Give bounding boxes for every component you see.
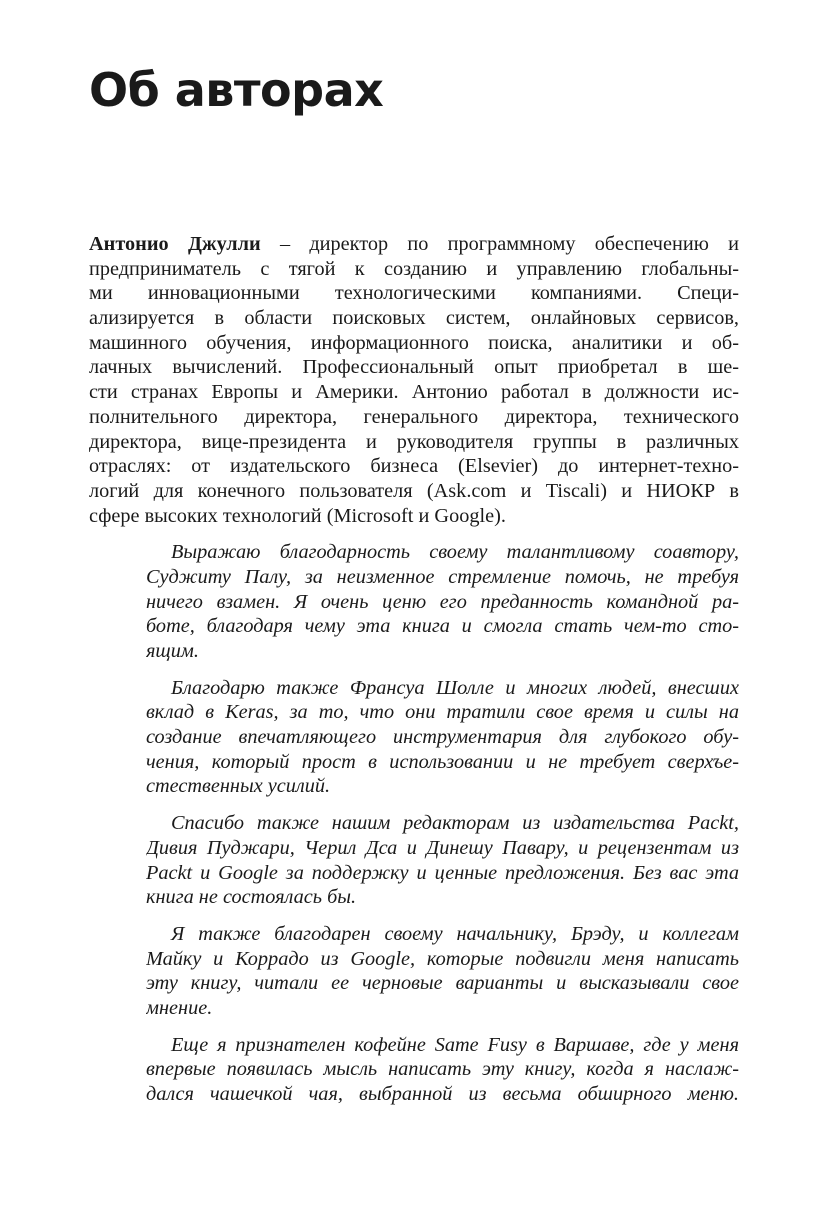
ack-line: Еще я признателен кофейне Same Fusy в Варшаве, где у меня: [171, 1033, 739, 1056]
ack-line: создание впечатляющего инструментария для глубокого обу-: [146, 726, 739, 749]
ack-line: впервые появилась мысль написать эту книгу, когда я наслаж-: [146, 1058, 739, 1081]
ack-line: ничего взамен. Я очень ценю его преданность командной ра-: [146, 590, 739, 613]
acknowledgement-paragraph: [146, 1033, 739, 1107]
bio-line: сти странах Европы и Америки. Антонио работал в должности ис-: [89, 381, 739, 404]
ack-line: чения, который прост в использовании и не требует сверхъе-: [146, 750, 739, 773]
ack-line: Выражаю благодарность своему талантливому соавтору,: [171, 541, 739, 564]
bio-line: предприниматель с тягой к созданию и управлению глобальны-: [89, 257, 739, 280]
bio-line: машинного обучения, информационного поиска, аналитики и об-: [89, 331, 739, 354]
bio-line: логий для конечного пользователя (Ask.com и Tiscali) и НИОКР в: [89, 479, 739, 502]
ack-line: ящим.: [146, 640, 199, 662]
bio-line: лачных вычислений. Профессиональный опыт приобретал в ше-: [89, 356, 739, 379]
acknowledgement-paragraph: [146, 540, 739, 663]
ack-line: стественных усилий.: [146, 775, 331, 798]
acknowledgement-paragraph: [146, 922, 739, 1021]
author-bio: [89, 232, 739, 528]
ack-line: боте, благодаря чему эта книга и смогла стать чем-то сто-: [146, 615, 739, 638]
ack-line: Суджиту Палу, за неизменное стремление помочь, не требуя: [146, 565, 739, 588]
bio-line: полнительного директора, генерального директора, технического: [89, 405, 739, 428]
page-title: Об авторах: [89, 63, 384, 117]
ack-line: Packt и Google за поддержку и ценные предложения. Без вас эта: [146, 861, 739, 884]
ack-line: эту книгу, читали ее черновые варианты и высказывали свое: [146, 972, 739, 995]
ack-line: мнение.: [146, 996, 213, 1019]
bio-line: отраслях: от издательского бизнеса (Elsevier) до интернет-техно-: [89, 455, 739, 478]
ack-line: Дивия Пуджари, Черил Дса и Динешу Павару, и рецензентам из: [146, 836, 739, 859]
ack-line: Благодарю также Франсуа Шолле и многих людей, внесших: [171, 676, 739, 699]
bio-line: директора, вице-президента и руководителя группы в различных: [89, 430, 739, 453]
ack-line: дался чашечкой чая, выбранной из весьма обширного меню.: [146, 1083, 739, 1105]
ack-line: книга не состоялась бы.: [146, 886, 357, 909]
ack-line: вклад в Keras, за то, что они тратили свое время и силы на: [146, 701, 739, 724]
ack-line: Майку и Коррадо из Google, которые подвигли меня написать: [146, 947, 739, 970]
bio-line: ализируется в области поисковых систем, онлайновых сервисов,: [89, 307, 739, 330]
acknowledgement-paragraph: [146, 676, 739, 799]
bio-line: сфере высоких технологий (Microsoft и Google).: [89, 504, 506, 527]
ack-line: Спасибо также нашим редакторам из издательства Packt,: [171, 812, 739, 835]
bio-line: Антонио Джулли – директор по программному обеспечению и: [89, 233, 739, 255]
author-name: Антонио Джулли: [89, 233, 261, 255]
acknowledgement-paragraph: [146, 811, 739, 910]
ack-line: Я также благодарен своему начальнику, Брэду, и коллегам: [171, 922, 739, 945]
bio-line: ми инновационными технологическими компаниями. Специ-: [89, 282, 739, 305]
page-content: [89, 232, 739, 1107]
